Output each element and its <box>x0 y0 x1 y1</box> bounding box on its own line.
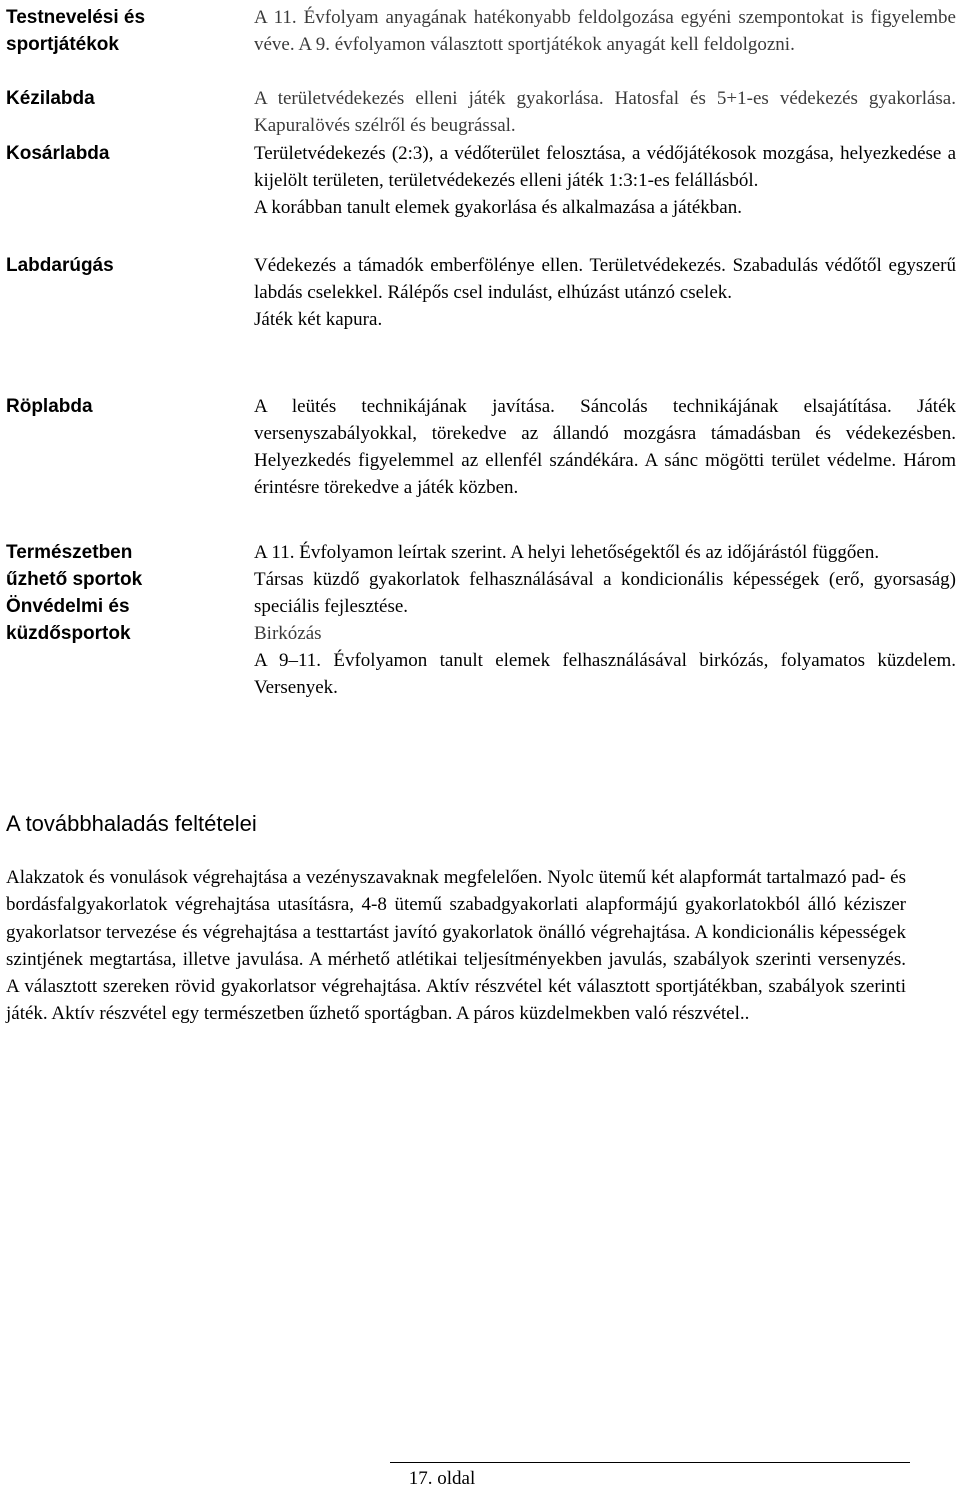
row-content <box>254 252 956 333</box>
row-paragraph: Védekezés a támadók emberfölénye ellen. Területvédekezés. Szabadulás védőtől egyszerű labdás cselekkel. Rálépős csel indulást, elhúzást utánzó cselek. <box>254 255 956 303</box>
row-label: Kézilabda <box>6 88 95 109</box>
row-paragraph: Területvédekezés (2:3), a védőterület felosztása, a védőjátékosok mozgása, helyezkedése a kijelölt területen, területvédekezés elleni játék 1:3:1-es felállásból. <box>254 143 956 191</box>
row-content <box>254 140 956 221</box>
row-label: Röplabda <box>6 396 93 417</box>
row-label: Kosárlabda <box>6 143 110 164</box>
row-paragraph: A 11. Évfolyamon leírtak szerint. A helyi lehetőségektől és az időjárástól függően. <box>254 542 880 563</box>
row-content <box>254 393 956 501</box>
footer-divider <box>390 1462 910 1463</box>
row-paragraph: Birkózás <box>254 623 322 644</box>
row-paragraph: A területvédekezés elleni játék gyakorlása. Hatosfal és 5+1-es védekezés gyakorlása. Kapuralövés szélről és beugrással. <box>254 88 956 136</box>
row-label: Labdarúgás <box>6 255 114 276</box>
page-number: 17. oldal <box>408 1468 476 1489</box>
row-label: Természetben űzhető sportok Önvédelmi és küzdősportok <box>6 542 143 644</box>
section-body: Alakzatok és vonulások végrehajtása a vezényszavaknak megfelelően. Nyolc ütemű két alapformát tartalmazó pad- és bordásfalgyakorlatok végrehajtása utasításra, 4-8 ütemű szabadgyakorlati alapformájú gyakorlatokból álló kéziszer gyakorlatsor tervezése és végrehajtása a testtartást javító gyakorlatok önálló végrehajtása. A kondicionális képességek szintjének megtartása, illetve javulása. A mérhető atlétikai teljesítményekben javulás, szabályok szerinti versenyzés. A választott szereken rövid gyakorlatsor végrehajtása. Aktív részvétel két választott sportjátékban, szabályok szerinti játék. Aktív részvétel egy természetben űzhető sportágban. A páros küzdelmekben való részvétel.. <box>6 867 906 1025</box>
row-paragraph: Társas küzdő gyakorlatok felhasználásával a kondicionális képességek (erő, gyorsaság) speciális fejlesztése. <box>254 569 956 617</box>
row-label: Testnevelési és sportjátékok <box>6 7 146 55</box>
section-title: A továbbhaladás feltételei <box>6 811 257 836</box>
row-content <box>254 4 956 58</box>
row-content <box>254 539 956 701</box>
row-paragraph: A korábban tanult elemek gyakorlása és alkalmazása a játékban. <box>254 197 742 218</box>
row-paragraph: Játék két kapura. <box>254 309 383 330</box>
row-paragraph: A 11. Évfolyam anyagának hatékonyabb feldolgozása egyéni szempontokat is figyelembe véve. A 9. évfolyamon választott sportjátékok anyagát kell feldolgozni. <box>254 7 956 55</box>
row-paragraph: A 9–11. Évfolyamon tanult elemek felhasználásával birkózás, folyamatos küzdelem. Versenyek. <box>254 650 956 698</box>
row-paragraph: A leütés technikájának javítása. Sáncolás technikájának elsajátítása. Játék versenyszabályokkal, törekedve az állandó mozgásra támadásban és védekezésben. Helyezkedés figyelemmel az ellenfél szándékára. A sánc mögötti terület védelme. Három érintésre törekedve a játék közben. <box>254 396 956 498</box>
row-content <box>254 85 956 139</box>
